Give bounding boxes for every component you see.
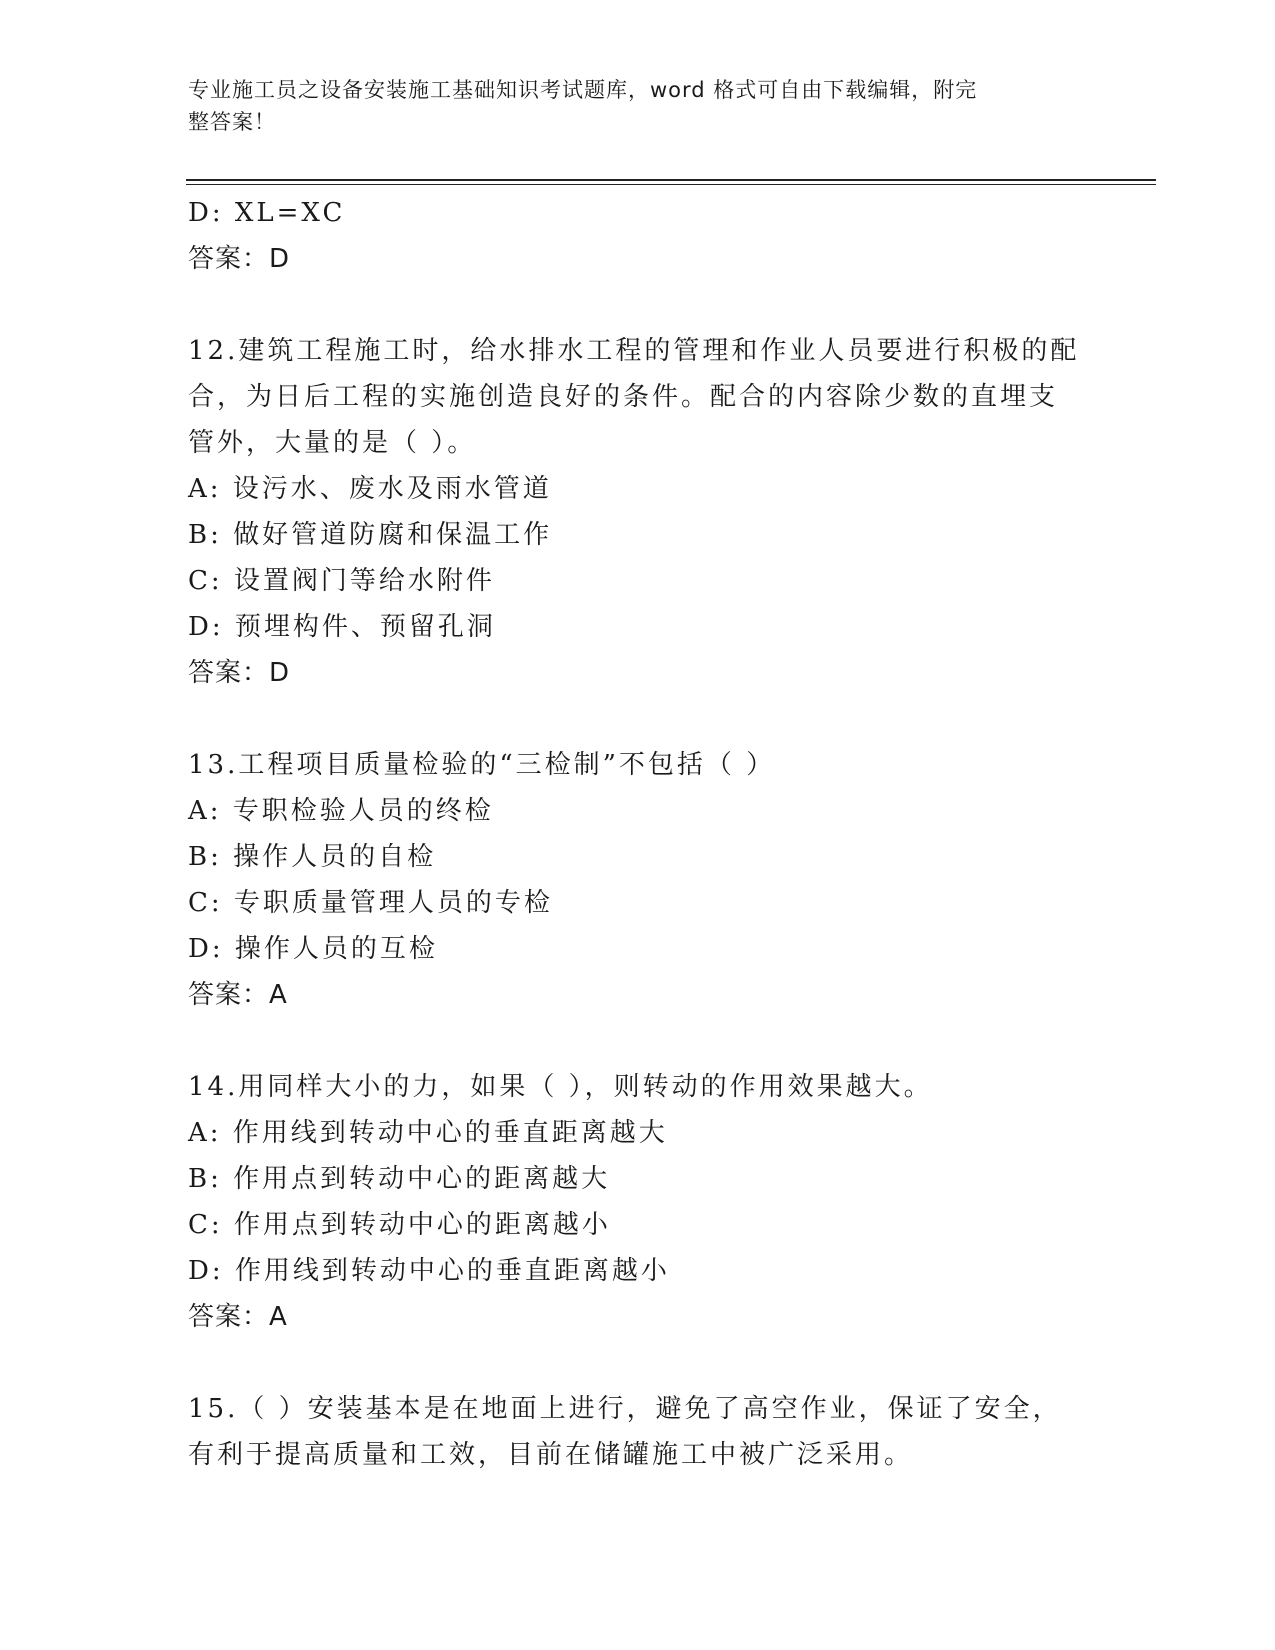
question-15: [188, 1386, 1088, 1478]
question-13: [188, 742, 1088, 1018]
option-c: C: 设置阀门等给水附件: [188, 566, 495, 596]
question-list: [188, 190, 1088, 1478]
document-header: [188, 74, 1088, 138]
option-d: D: 作用线到转动中心的垂直距离越小: [188, 1256, 670, 1286]
question-stem: 15.（ ）安装基本是在地面上进行，避免了高空作业，保证了安全，: [188, 1394, 1062, 1424]
spacer: [188, 696, 1088, 742]
spacer: [188, 282, 1088, 328]
question-12: [188, 328, 1088, 696]
option-c: C: 作用点到转动中心的距离越小: [188, 1210, 611, 1240]
question-stem: 12.建筑工程施工时，给水排水工程的管理和作业人员要进行积极的配: [188, 336, 1080, 366]
option-c: C: 专职质量管理人员的专检: [188, 888, 553, 918]
answer-line: 答案：A: [188, 1302, 288, 1332]
question-stem: 13.工程项目质量检验的“三检制”不包括（ ）: [188, 750, 776, 780]
question-stem: 14.用同样大小的力，如果（ ），则转动的作用效果越大。: [188, 1072, 933, 1102]
header-line-1: 专业施工员之设备安装施工基础知识考试题库，word 格式可自由下载编辑，附完: [188, 78, 978, 102]
option-a: A: 设污水、废水及雨水管道: [188, 474, 552, 504]
answer-line: 答案：D: [188, 244, 291, 274]
question-14: [188, 1064, 1088, 1340]
question-stem: 合，为日后工程的实施创造良好的条件。配合的内容除少数的直埋支: [188, 382, 1059, 412]
option-b: B: 作用点到转动中心的距离越大: [188, 1164, 611, 1194]
option-a: A: 专职检验人员的终检: [188, 796, 494, 826]
header-divider-thick: [186, 179, 1156, 181]
option-d: D: 预埋构件、预留孔洞: [188, 612, 496, 642]
option-d: D: 操作人员的互检: [188, 934, 438, 964]
option-b: B: 操作人员的自检: [188, 842, 437, 872]
option-b: B: 做好管道防腐和保温工作: [188, 520, 553, 550]
spacer: [188, 1340, 1088, 1386]
header-divider-thin: [186, 184, 1156, 185]
header-line-2: 整答案！: [188, 110, 276, 134]
answer-line: 答案：A: [188, 980, 288, 1010]
option-d: D: XL=XC: [188, 198, 346, 228]
option-a: A: 作用线到转动中心的垂直距离越大: [188, 1118, 668, 1148]
spacer: [188, 1018, 1088, 1064]
question-stem: 管外，大量的是（ ）。: [188, 428, 477, 458]
previous-question-tail: [188, 190, 1088, 282]
question-stem: 有利于提高质量和工效，目前在储罐施工中被广泛采用。: [188, 1440, 914, 1470]
answer-line: 答案：D: [188, 658, 291, 688]
